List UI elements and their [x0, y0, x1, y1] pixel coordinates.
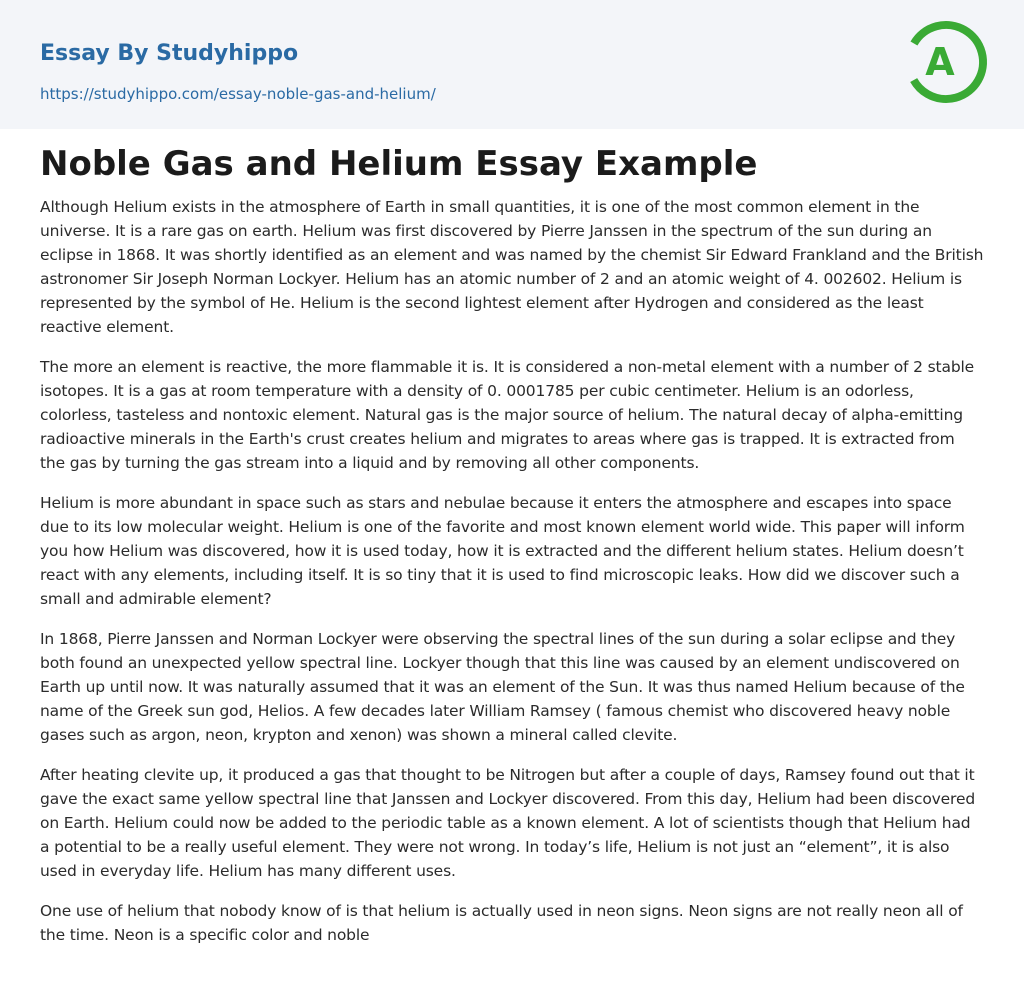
paragraph: In 1868, Pierre Janssen and Norman Lockyer were observing the spectral lines of the sun during a solar eclipse and they both found an unexpected yellow spectral line. Lockyer though that this line was caused by an element undiscovered on Earth up until now. It was naturally assumed that it was an element of the Sun. It was thus named Helium because of the name of the Greek sun god, Helios. A few decades later William Ramsey ( famous chemist who discovered heavy noble gases such as argon, neon, krypton and xenon) was shown a mineral called clevite.	[40, 630, 965, 744]
paragraph: Although Helium exists in the atmosphere of Earth in small quantities, it is one of the most common element in the universe. It is a rare gas on earth. Helium was first discovered by Pierre Janssen in the spectrum of the sun during an eclipse in 1868. It was shortly identified as an element and was named by the chemist Sir Edward Frankland and the British astronomer Sir Joseph Norman Lockyer. Helium has an atomic number of 2 and an atomic weight of 4. 002602. Helium is represented by the symbol of He. Helium is the second lightest element after Hydrogen and considered as the least reactive element.	[40, 198, 984, 336]
paragraph: After heating clevite up, it produced a gas that thought to be Nitrogen but after a couple of days, Ramsey found out that it gave the exact same yellow spectral line that Janssen and Lockyer discovered. From this day, Helium had been discovered on Earth. Helium could now be added to the periodic table as a known element. A lot of scientists though that Helium had a potential to be a really useful element. They were not wrong. In today’s life, Helium is not just an “element”, it is also used in everyday life. Helium has many different uses.	[40, 766, 976, 880]
essay-url-link[interactable]: https://studyhippo.com/essay-noble-gas-and-helium/	[40, 85, 436, 103]
site-title[interactable]: Essay By Studyhippo	[40, 41, 299, 66]
studyhippo-logo-icon[interactable]	[902, 18, 990, 106]
site-header	[0, 0, 1024, 129]
logo-letter: A	[925, 40, 955, 84]
paragraph: Helium is more abundant in space such as stars and nebulae because it enters the atmosphere and escapes into space due to its low molecular weight. Helium is one of the favorite and most known element world wide. This paper will inform you how Helium was discovered, how it is used today, how it is extracted and the different helium states. Helium doesn’t react with any elements, including itself. It is so tiny that it is used to find microscopic leaks. How did we discover such a small and admirable element?	[40, 494, 965, 608]
paragraph: One use of helium that nobody know of is that helium is actually used in neon signs. Neon signs are not really neon all of the time. Neon is a specific color and noble	[40, 902, 963, 944]
paragraph: The more an element is reactive, the more flammable it is. It is considered a non-metal element with a number of 2 stable isotopes. It is a gas at room temperature with a density of 0. 0001785 per cubic centimeter. Helium is an odorless, colorless, tasteless and nontoxic element. Natural gas is the major source of helium. The natural decay of alpha-emitting radioactive minerals in the Earth's crust creates helium and migrates to areas where gas is trapped. It is extracted from the gas by turning the gas stream into a liquid and by removing all other components.	[40, 358, 975, 472]
essay-body	[40, 195, 984, 963]
page-title: Noble Gas and Helium Essay Example	[40, 144, 758, 184]
